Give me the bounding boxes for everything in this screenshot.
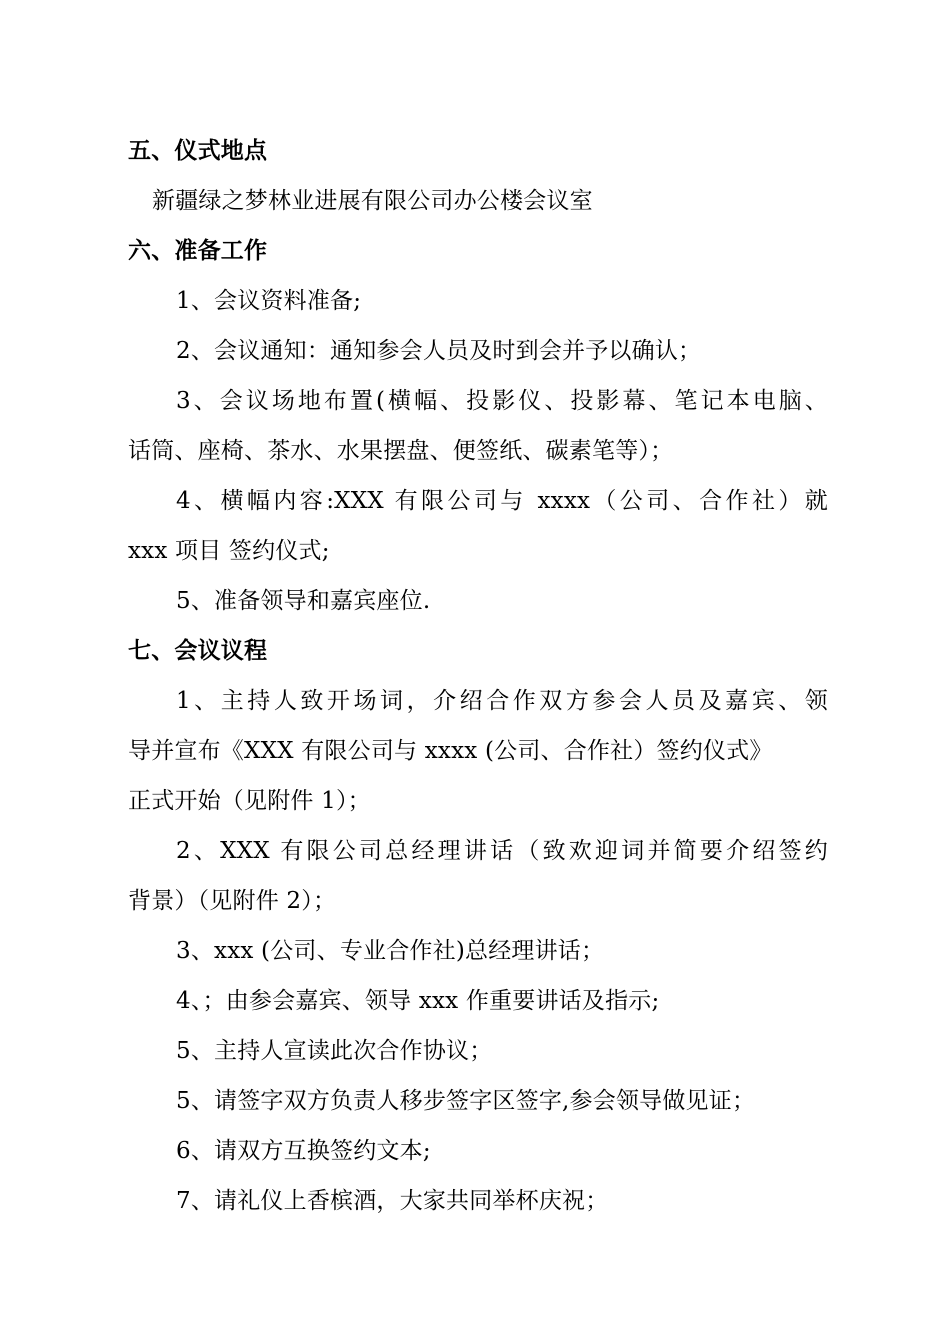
agenda-item-1-line-2: 导并宣布《XXX 有限公司与 xxxx (公司、合作社）签约仪式》 xyxy=(128,738,773,764)
agenda-item-2-line-1: 2、XXX 有限公司总经理讲话（致欢迎词并简要介绍签约 xyxy=(176,838,828,864)
prep-item-4-line-2: xxx 项目 签约仪式; xyxy=(128,538,330,564)
prep-item-3-line-1: 3、会议场地布置(横幅、投影仪、投影幕、笔记本电脑、 xyxy=(176,388,828,414)
agenda-item-2-line-2: 背景）（见附件 2）； xyxy=(128,888,337,914)
prep-item-1: 1、会议资料准备; xyxy=(176,288,362,314)
document-body xyxy=(128,126,828,1226)
agenda-item-5a: 5、主持人宣读此次合作协议； xyxy=(176,1038,493,1064)
agenda-item-4: 4、；由参会嘉宾、领导 xxx 作重要讲话及指示; xyxy=(176,988,660,1014)
prep-item-3-line-2: 话筒、座椅、茶水、水果摆盘、便签纸、碳素笔等）； xyxy=(128,438,674,464)
location-text: 新疆绿之梦林业进展有限公司办公楼会议室 xyxy=(152,188,593,214)
agenda-item-7: 7、请礼仪上香槟酒，大家共同举杯庆祝； xyxy=(176,1188,609,1214)
agenda-item-5b: 5、请签字双方负责人移步签字区签字,参会领导做见证； xyxy=(176,1088,756,1114)
section-heading-location: 五、仪式地点 xyxy=(128,138,268,164)
agenda-item-1-line-1: 1、主持人致开场词，介绍合作双方参会人员及嘉宾、领 xyxy=(176,688,828,714)
agenda-item-6: 6、请双方互换签约文本; xyxy=(176,1138,431,1164)
prep-item-4-line-1: 4、横幅内容:XXX 有限公司与 xxxx（公司、合作社）就 xyxy=(176,488,828,514)
agenda-item-3: 3、xxx (公司、专业合作社)总经理讲话； xyxy=(176,938,605,964)
prep-item-5: 5、准备领导和嘉宾座位. xyxy=(176,588,431,614)
section-heading-preparation: 六、准备工作 xyxy=(128,238,268,264)
section-heading-agenda: 七、会议议程 xyxy=(128,638,268,664)
prep-item-2: 2、会议通知：通知参会人员及时到会并予以确认； xyxy=(176,338,702,364)
agenda-item-1-line-3: 正式开始（见附件 1）； xyxy=(128,788,371,814)
